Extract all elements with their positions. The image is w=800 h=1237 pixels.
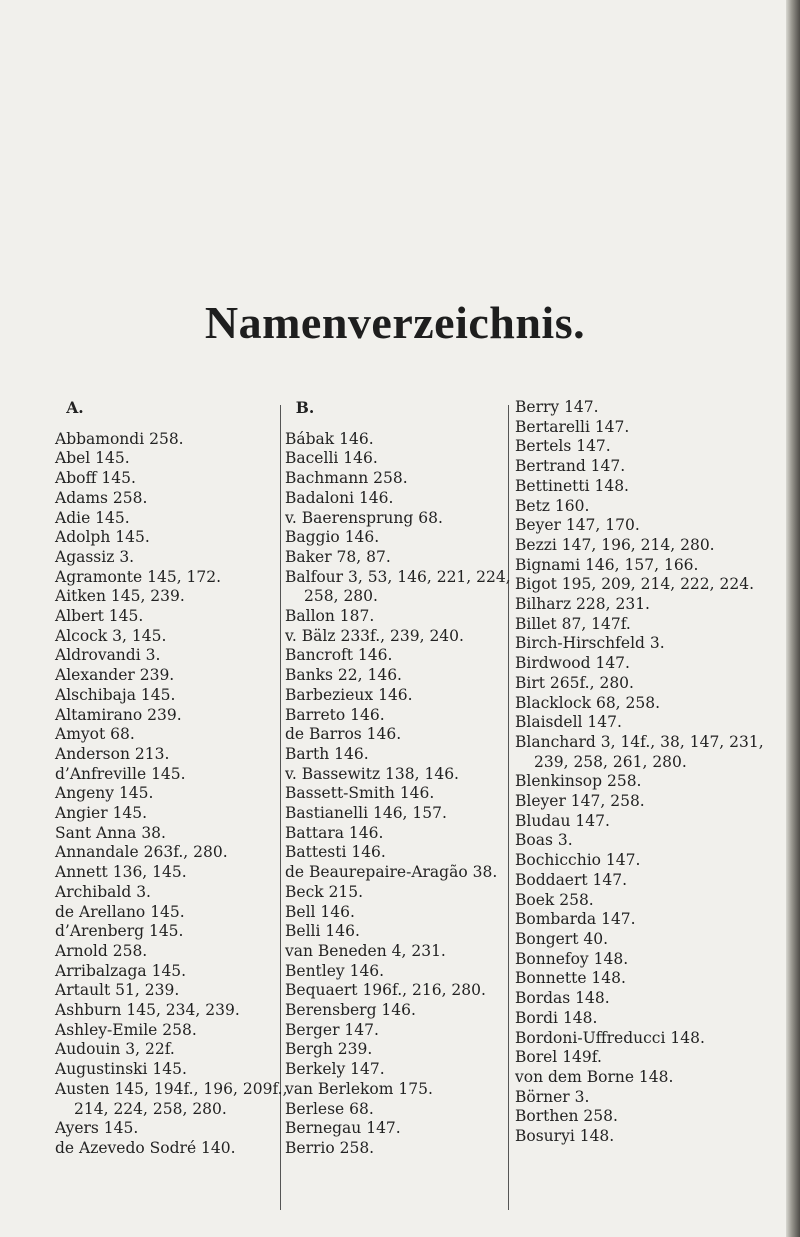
index-entry: [55, 981, 270, 1001]
index-entry: [515, 772, 780, 792]
index-entry: [285, 1021, 510, 1041]
index-entry: [515, 1088, 780, 1108]
index-entry: [285, 430, 510, 450]
index-entry: [285, 686, 510, 706]
index-entry-line: Augustinski 145.: [55, 1060, 187, 1079]
index-entry-line: Baggio 146.: [285, 528, 380, 547]
index-entry: [515, 615, 780, 635]
index-entry-line: Bertrand 147.: [515, 457, 626, 476]
index-entry-line: Bacelli 146.: [285, 449, 378, 468]
index-entry: [55, 745, 270, 765]
index-entry: [515, 1068, 780, 1088]
index-entry-continuation: 258, 280.: [304, 587, 378, 606]
index-entry-line: d’Anfreville 145.: [55, 764, 186, 783]
index-entry: [515, 516, 780, 536]
index-entry-line: Ayers 145.: [55, 1119, 139, 1138]
index-entry-line: Berrio 258.: [285, 1139, 375, 1157]
index-entry-line: Austen 145, 194f., 196, 209f.,: [55, 1079, 288, 1098]
index-entry: [55, 469, 270, 489]
index-entry-line: Boddaert 147.: [515, 870, 628, 889]
index-entry-line: de Arellano 145.: [55, 902, 185, 921]
index-entry-line: Arribalzaga 145.: [55, 961, 187, 980]
index-entry-line: Artault 51, 239.: [55, 981, 180, 1000]
index-entry: [55, 843, 270, 863]
index-column-b: [285, 398, 510, 1159]
index-entry: [285, 745, 510, 765]
index-entry-line: Bombarda 147.: [515, 910, 636, 929]
index-entry-line: Bignami 146, 157, 166.: [515, 555, 699, 574]
index-entry: [55, 627, 270, 647]
index-entry: [515, 831, 780, 851]
index-entry-line: Barbezieux 146.: [285, 685, 413, 704]
index-entry: [515, 713, 780, 733]
index-entry: [285, 666, 510, 686]
index-entry: [515, 910, 780, 930]
index-column-b-continued: [515, 398, 780, 1147]
index-entry-line: Archibald 3.: [55, 882, 151, 901]
index-entry: [515, 556, 780, 576]
index-entry-line: Anderson 213.: [55, 744, 170, 763]
index-entry-line: Bordas 148.: [515, 989, 610, 1008]
index-entry-line: Banks 22, 146.: [285, 666, 402, 685]
index-entry-line: Birch-Hirschfeld 3.: [515, 634, 665, 653]
index-entry-line: Angier 145.: [55, 804, 148, 823]
index-entry: [55, 449, 270, 469]
index-entry-line: van Beneden 4, 231.: [285, 941, 446, 960]
index-entry: [515, 457, 780, 477]
page-title: Namenverzeichnis.: [204, 297, 586, 348]
index-entry: [285, 548, 510, 568]
index-entry-line: Audouin 3, 22f.: [55, 1040, 175, 1059]
index-entry-line: Aldrovandi 3.: [55, 646, 161, 665]
index-entry: [55, 706, 270, 726]
index-entry-line: Blenkinsop 258.: [515, 772, 642, 791]
index-entry: [55, 922, 270, 942]
index-entry: [515, 1009, 780, 1029]
index-entry-line: Bordi 148.: [515, 1008, 598, 1027]
index-entry: [285, 489, 510, 509]
index-entry: [285, 1001, 510, 1021]
index-entry-line: Berensberg 146.: [285, 1001, 416, 1020]
index-entry: [285, 1119, 510, 1139]
index-entry: [515, 871, 780, 891]
index-entry-line: de Beaurepaire-Aragão 38.: [285, 863, 498, 882]
index-entry: [55, 568, 270, 588]
index-entry: [285, 607, 510, 627]
index-entry: [285, 962, 510, 982]
index-entry: [285, 706, 510, 726]
index-entry-line: Blanchard 3, 14f., 38, 147, 231,: [515, 732, 764, 751]
index-entry: [515, 733, 780, 772]
index-entry-line: Birdwood 147.: [515, 654, 630, 673]
index-entry-line: Bachmann 258.: [285, 469, 408, 488]
index-entry: [515, 969, 780, 989]
index-entry: [515, 694, 780, 714]
index-entry: [515, 1048, 780, 1068]
index-entry-continuation: 214, 224, 258, 280.: [74, 1099, 227, 1118]
index-entry-line: Agramonte 145, 172.: [55, 567, 222, 586]
index-entry-line: Betz 160.: [515, 496, 590, 515]
index-entry-line: Blaisdell 147.: [515, 713, 622, 732]
index-entry-line: Angeny 145.: [55, 784, 154, 803]
index-entry: [55, 509, 270, 529]
index-entry-line: Bertarelli 147.: [515, 417, 630, 436]
index-entry-line: Adolph 145.: [55, 528, 150, 547]
index-entry-line: Boas 3.: [515, 831, 573, 850]
index-entry: [515, 989, 780, 1009]
index-entry-line: Altamirano 239.: [55, 705, 182, 724]
index-entry: [55, 962, 270, 982]
index-entry-line: Annandale 263f., 280.: [55, 843, 228, 862]
index-entry-line: Boek 258.: [515, 890, 594, 909]
index-entry-line: Abbamondi 258.: [55, 429, 184, 448]
index-entry: [515, 674, 780, 694]
index-entry: [55, 1040, 270, 1060]
index-entry: [55, 1060, 270, 1080]
index-entry-line: Alexander 239.: [55, 666, 175, 685]
index-entry-line: Battara 146.: [285, 823, 384, 842]
index-entry: [515, 654, 780, 674]
index-entry-line: Börner 3.: [515, 1087, 590, 1106]
index-entry: [55, 863, 270, 883]
index-entry-line: Borthen 258.: [515, 1107, 618, 1126]
entry-list: [55, 429, 288, 1159]
index-entry-line: Barth 146.: [285, 744, 369, 763]
index-entry: [285, 469, 510, 489]
index-entry-line: Birt 265f., 280.: [515, 673, 634, 692]
index-entry-line: v. Bassewitz 138, 146.: [285, 764, 459, 783]
index-entry: [515, 437, 780, 457]
index-entry: [515, 536, 780, 556]
index-entry-line: Bigot 195, 209, 214, 222, 224.: [515, 575, 755, 594]
index-entry-line: Berry 147.: [515, 398, 599, 416]
index-entry: [285, 509, 510, 529]
index-entry: [285, 942, 510, 962]
index-entry-line: Arnold 258.: [55, 941, 148, 960]
index-entry: [285, 1040, 510, 1060]
index-entry: [285, 784, 510, 804]
index-entry: [515, 1107, 780, 1127]
index-entry-line: v. Baerensprung 68.: [285, 508, 443, 527]
index-entry: [55, 1139, 270, 1159]
index-entry-line: Barreto 146.: [285, 705, 385, 724]
index-entry: [55, 528, 270, 548]
index-entry-line: de Azevedo Sodré 140.: [55, 1139, 236, 1157]
index-entry: [515, 497, 780, 517]
index-entry: [55, 666, 270, 686]
index-entry: [285, 1060, 510, 1080]
index-entry-line: Bequaert 196f., 216, 280.: [285, 981, 486, 1000]
index-entry: [55, 1079, 288, 1119]
index-entry-line: Aitken 145, 239.: [55, 587, 185, 606]
index-entry-line: Berkely 147.: [285, 1060, 385, 1079]
index-entry: [55, 489, 270, 509]
index-entry-line: Bastianelli 146, 157.: [285, 804, 447, 823]
index-entry-continuation: 239, 258, 261, 280.: [534, 752, 687, 771]
index-entry: [285, 725, 510, 745]
index-entry-line: Bilharz 228, 231.: [515, 595, 650, 614]
index-entry-line: von dem Borne 148.: [515, 1067, 674, 1086]
index-entry: [285, 981, 510, 1001]
index-entry-line: Adie 145.: [55, 508, 130, 527]
index-entry-line: Bertels 147.: [515, 437, 611, 456]
index-entry-line: Bergh 239.: [285, 1040, 373, 1059]
index-entry-line: Abel 145.: [55, 449, 130, 468]
index-entry-line: Berlese 68.: [285, 1099, 374, 1118]
index-entry-line: Adams 258.: [55, 488, 148, 507]
index-entry-line: Bernegau 147.: [285, 1119, 401, 1138]
index-entry-line: Bonnefoy 148.: [515, 949, 629, 968]
index-entry-line: Albert 145.: [55, 607, 144, 626]
index-entry: [55, 607, 270, 627]
index-entry: [285, 449, 510, 469]
index-entry-line: Bordoni-Uffreducci 148.: [515, 1028, 705, 1047]
index-entry-line: Bosuryi 148.: [515, 1127, 615, 1146]
index-entry: [55, 883, 270, 903]
index-entry: [515, 477, 780, 497]
index-entry-line: d’Arenberg 145.: [55, 922, 184, 941]
index-column-a: [55, 398, 288, 1159]
index-entry: [285, 1100, 510, 1120]
index-entry: [55, 784, 270, 804]
index-entry: [515, 418, 780, 438]
index-entry: [285, 903, 510, 923]
index-entry-line: Ballon 187.: [285, 607, 375, 626]
index-entry: [55, 646, 270, 666]
index-entry-line: Battesti 146.: [285, 843, 386, 862]
index-entry: [515, 634, 780, 654]
index-entry: [285, 528, 510, 548]
index-entry-line: Beck 215.: [285, 882, 364, 901]
index-entry: [515, 595, 780, 615]
index-entry: [285, 646, 510, 666]
index-entry-line: Bonnette 148.: [515, 969, 626, 988]
index-entry-line: Bongert 40.: [515, 929, 609, 948]
index-entry-line: Alcock 3, 145.: [55, 626, 167, 645]
index-entry-line: Amyot 68.: [55, 725, 135, 744]
index-entry-line: Bassett-Smith 146.: [285, 784, 435, 803]
index-entry: [515, 1029, 780, 1049]
index-entry: [515, 812, 780, 832]
index-entry-line: Beyer 147, 170.: [515, 516, 640, 535]
index-entry-line: Baker 78, 87.: [285, 547, 391, 566]
index-entry: [285, 863, 510, 883]
index-entry: [515, 851, 780, 871]
index-entry-line: Blacklock 68, 258.: [515, 693, 661, 712]
index-entry: [285, 804, 510, 824]
index-entry: [515, 398, 780, 418]
index-entry: [285, 1139, 510, 1159]
index-entry: [55, 686, 270, 706]
index-entry: [285, 922, 510, 942]
index-entry-line: Berger 147.: [285, 1020, 379, 1039]
index-entry-line: Bell 146.: [285, 902, 355, 921]
index-entry-line: Bochicchio 147.: [515, 851, 641, 870]
index-entry: [55, 903, 270, 923]
index-entry: [515, 1127, 780, 1147]
index-entry: [515, 930, 780, 950]
index-entry-line: Aboff 145.: [55, 469, 136, 488]
index-entry: [55, 587, 270, 607]
index-entry-line: Badaloni 146.: [285, 488, 394, 507]
index-entry: [55, 1021, 270, 1041]
index-entry-line: Bezzi 147, 196, 214, 280.: [515, 535, 715, 554]
index-entry: [55, 824, 270, 844]
index-entry-line: Bancroft 146.: [285, 646, 393, 665]
index-entry: [285, 568, 510, 607]
index-entry-line: Annett 136, 145.: [55, 863, 187, 882]
index-entry-line: Bettinetti 148.: [515, 476, 629, 495]
index-entry-line: Billet 87, 147f.: [515, 614, 631, 633]
index-entry: [285, 883, 510, 903]
index-entry: [515, 792, 780, 812]
index-entry-line: Bentley 146.: [285, 961, 385, 980]
index-entry-line: Borel 149f.: [515, 1048, 602, 1067]
index-entry: [285, 627, 510, 647]
index-entry-line: Agassiz 3.: [55, 547, 135, 566]
index-entry: [515, 575, 780, 595]
index-entry: [55, 548, 270, 568]
section-heading-b: B.: [295, 398, 315, 417]
index-entry-line: Ashburn 145, 234, 239.: [55, 1001, 240, 1020]
entry-list: [515, 398, 780, 1147]
section-heading-a: A.: [66, 398, 84, 417]
index-entry-line: van Berlekom 175.: [285, 1079, 433, 1098]
page-edge-shadow: [786, 0, 800, 1237]
index-entry-line: Bleyer 147, 258.: [515, 792, 645, 811]
index-entry: [285, 1080, 510, 1100]
index-entry-line: Bábak 146.: [285, 429, 374, 448]
entry-list: [285, 430, 510, 1159]
index-entry: [285, 765, 510, 785]
index-entry: [55, 942, 270, 962]
index-entry-line: v. Bälz 233f., 239, 240.: [285, 626, 464, 645]
index-entry: [55, 765, 270, 785]
index-entry: [55, 430, 270, 450]
index-entry-line: Belli 146.: [285, 922, 360, 941]
index-entry-line: Sant Anna 38.: [55, 823, 166, 842]
index-entry: [515, 891, 780, 911]
index-entry: [285, 824, 510, 844]
index-entry: [55, 1001, 270, 1021]
index-entry: [55, 804, 270, 824]
index-entry: [55, 1119, 270, 1139]
index-entry: [55, 725, 270, 745]
index-entry-line: Alschibaja 145.: [55, 685, 176, 704]
index-entry-line: de Barros 146.: [285, 725, 402, 744]
index-entry: [515, 950, 780, 970]
index-entry-line: Bludau 147.: [515, 811, 610, 830]
index-entry: [285, 843, 510, 863]
index-entry-line: Ashley-Emile 258.: [55, 1020, 197, 1039]
index-entry-line: Balfour 3, 53, 146, 221, 224,: [285, 567, 511, 586]
